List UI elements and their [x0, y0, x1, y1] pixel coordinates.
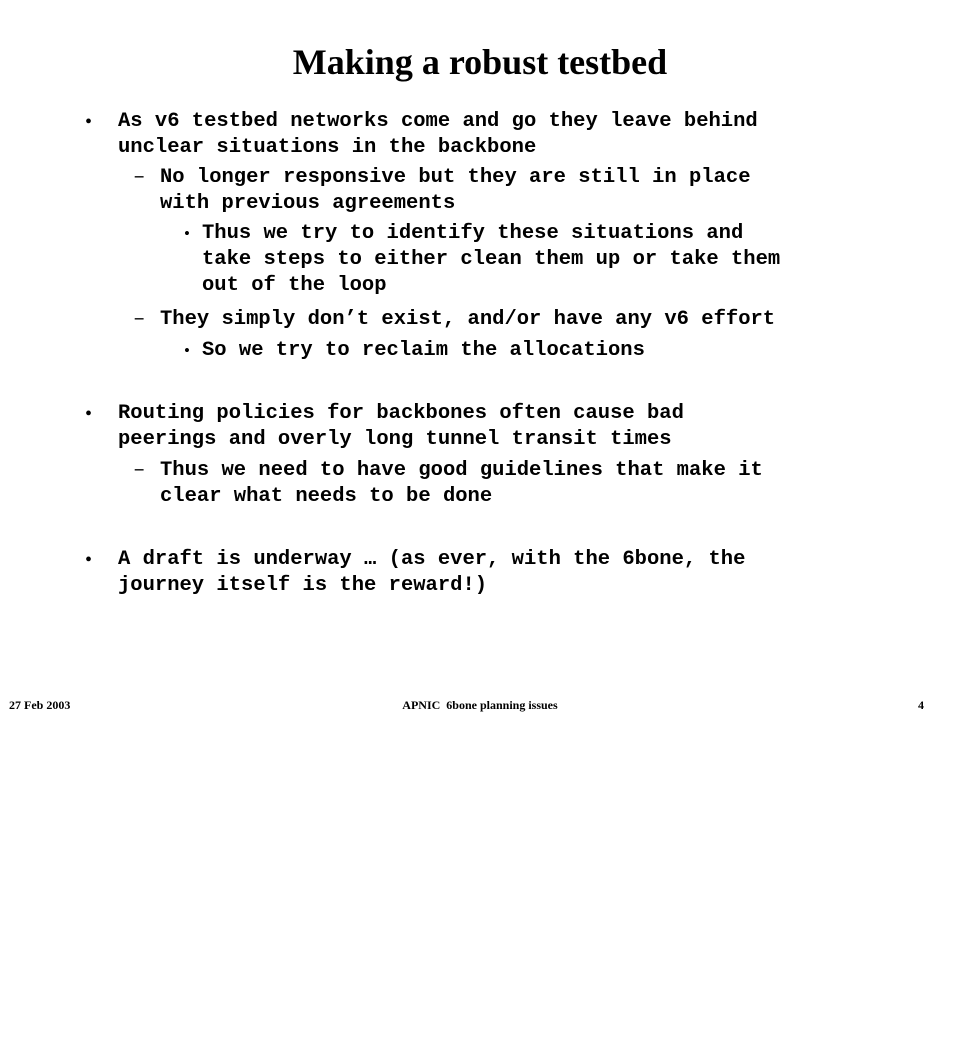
bullet-marker: • [85, 403, 93, 425]
footer-page-number: 4 [918, 698, 924, 712]
bullet-marker: • [184, 224, 190, 243]
bullet-3-line-1: A draft is underway … (as ever, with the 6bone, the [118, 548, 746, 571]
sub-2-1-line-2: clear what needs to be done [160, 485, 493, 508]
sub-1-2-1-line-1: So we try to reclaim the allocations [202, 339, 645, 362]
footer-date: 27 Feb 2003 [9, 698, 71, 712]
bullet-3-line-2: journey itself is the reward!) [118, 574, 488, 597]
dash-marker: – [133, 459, 146, 482]
sub-2-1-line-1: Thus we need to have good guidelines that make it [160, 459, 763, 482]
bullet-2-line-2: peerings and overly long tunnel transit times [118, 428, 672, 451]
footer-title: APNIC 6bone planning issues [402, 698, 558, 712]
dash-marker: – [133, 308, 146, 331]
bullet-2-line-1: Routing policies for backbones often cause bad [118, 402, 684, 425]
bullet-marker: • [85, 549, 93, 571]
sub-1-1-1-line-1: Thus we try to identify these situations and [202, 222, 744, 245]
sub-1-1-line-2: with previous agreements [160, 192, 456, 215]
sub-1-2-line-1: They simply don’t exist, and/or have any v6 effort [160, 308, 776, 331]
bullet-1-line-1: As v6 testbed networks come and go they leave behind [118, 110, 758, 133]
bullet-marker: • [184, 341, 190, 360]
slide-title: Making a robust testbed [292, 42, 668, 82]
dash-marker: – [133, 166, 146, 189]
bullet-1-line-2: unclear situations in the backbone [118, 136, 537, 159]
sub-1-1-1-line-3: out of the loop [202, 274, 387, 297]
sub-1-1-1-line-2: take steps to either clean them up or take them [202, 248, 781, 271]
bullet-marker: • [85, 111, 93, 133]
sub-1-1-line-1: No longer responsive but they are still in place [160, 166, 751, 189]
